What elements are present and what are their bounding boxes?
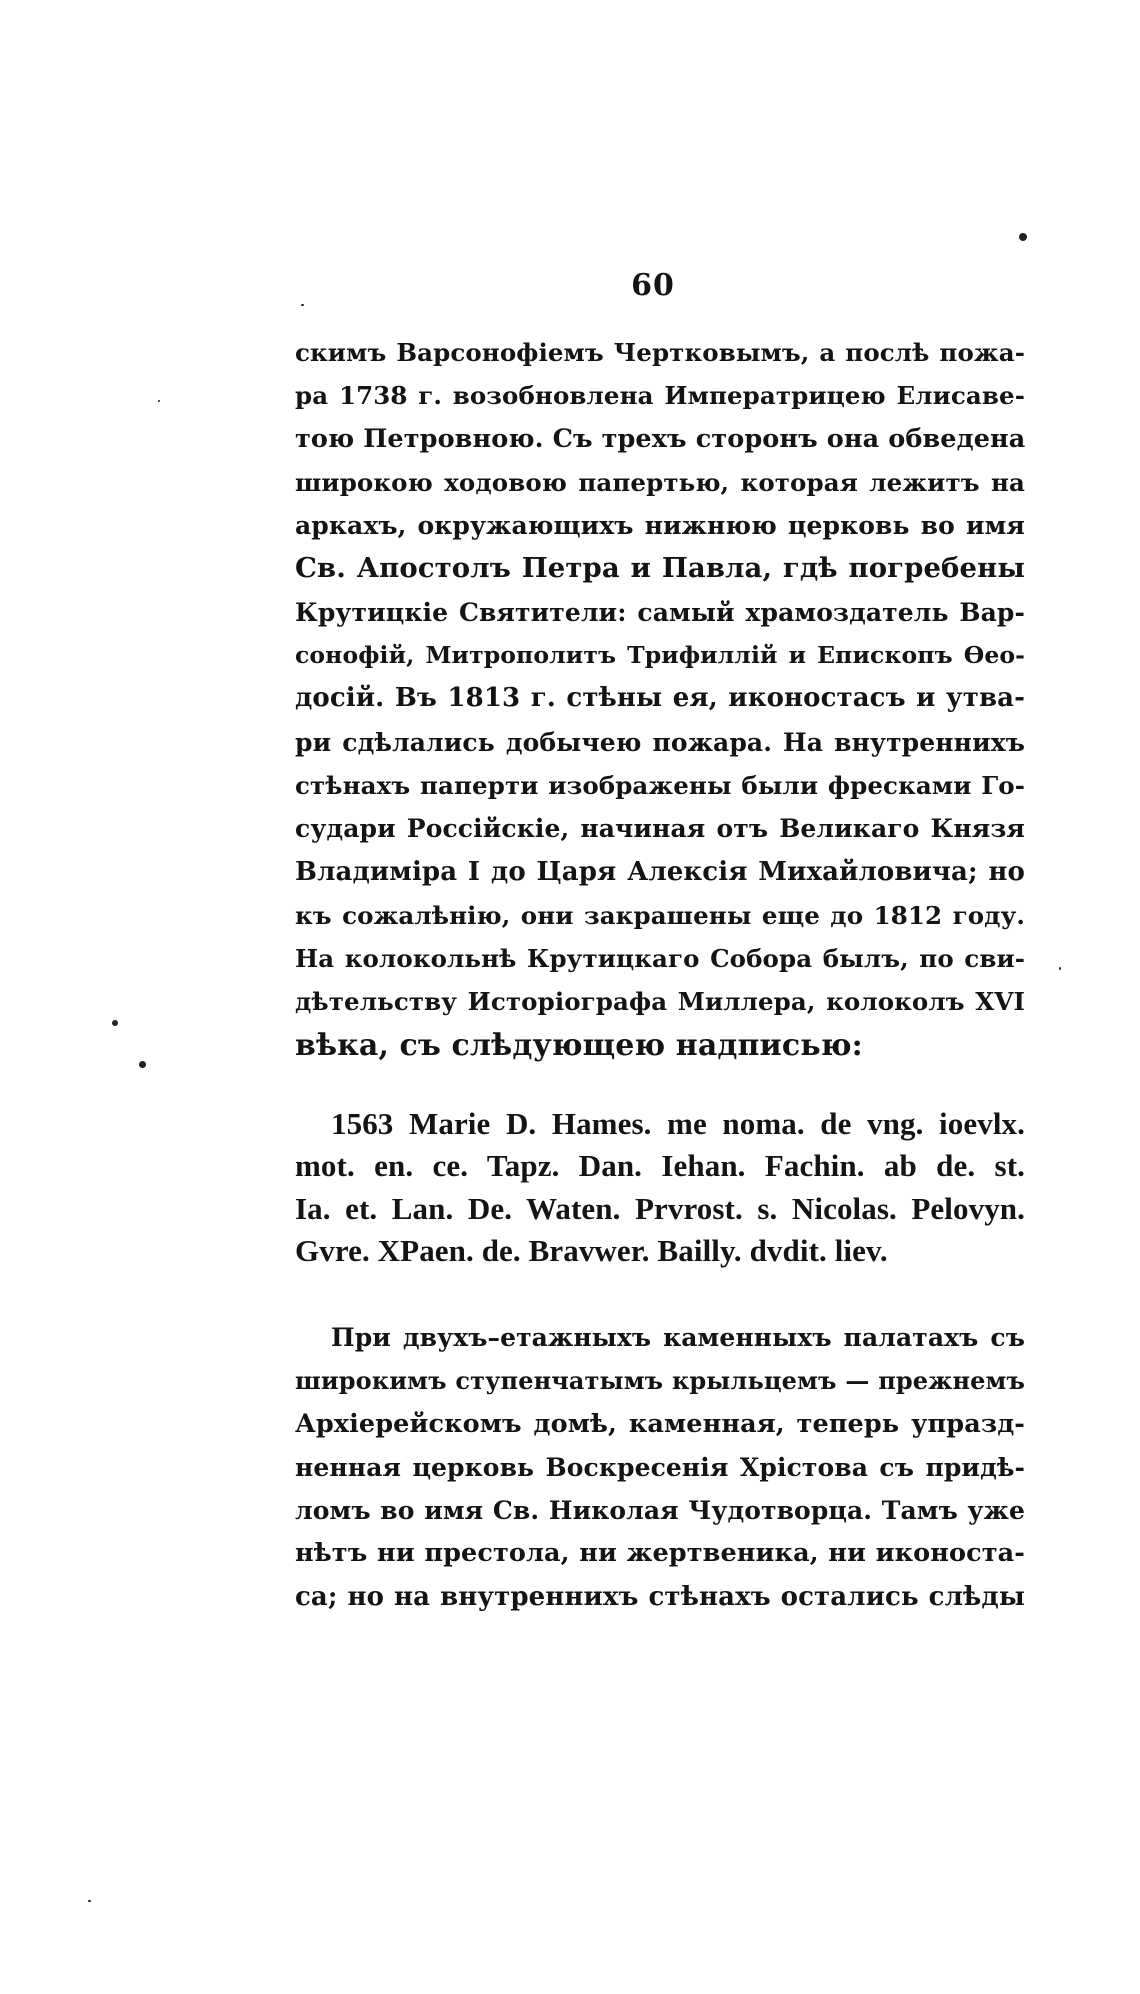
text-line: На колокольнѣ Крутицкаго Собора былъ, по сви-: [295, 944, 1025, 974]
scan-speck: [139, 1061, 146, 1068]
scan-speck: [158, 400, 160, 402]
inscription-line: Ia. et. Lan. De. Waten. Prvrost. s. Nicolas. Pelovyn.: [295, 1190, 1025, 1226]
inscription-line: mot. en. ce. Tapz. Dan. Iehan. Fachin. ab de. st.: [295, 1148, 1025, 1184]
page-number: 60: [631, 268, 675, 303]
text-line: судари Россійскіе, начиная отъ Великаго Князя: [295, 814, 1025, 844]
text-line: широкимъ ступенчатымъ крыльцемъ — прежнемъ: [295, 1366, 1025, 1396]
text-line: стѣнахъ паперти изображены были фресками Го-: [295, 770, 1025, 800]
text-line: дѣтельству Исторіографа Миллера, колоколъ XVI: [295, 987, 1025, 1017]
scan-speck: [112, 1020, 118, 1026]
text-line: При двухъ–етажныхъ каменныхъ палатахъ съ: [331, 1323, 1025, 1352]
text-line: ра 1738 г. возобновлена Императрицею Елисаве-: [295, 381, 1025, 411]
paragraph-bishops-house: [295, 1316, 1025, 1619]
text-line: сонофій, Митрополитъ Трифиллій и Епископъ Ѳео-: [295, 641, 1025, 670]
text-line: широкою ходовою папертью, которая лежитъ на: [295, 467, 1025, 497]
text-line: Св. Апостолъ Петра и Павла, гдѣ погребены: [295, 552, 1025, 585]
text-line: Владиміра I до Царя Алексія Михайловича; но: [295, 856, 1025, 887]
scan-speck: [88, 1900, 91, 1902]
text-line: скимъ Варсонофіемъ Чертковымъ, а послѣ пожа-: [295, 338, 1025, 367]
text-line: тою Петровною. Съ трехъ сторонъ она обведена: [295, 423, 1026, 454]
inscription-line: Gvre. XPaen. de. Bravwer. Bailly. dvdit. liev.: [295, 1232, 888, 1268]
inscription-line: 1563 Marie D. Hames. me noma. de vng. ioevlx.: [331, 1106, 1025, 1141]
text-line: къ сожалѣнію, они закрашены еще до 1812 году.: [295, 900, 1025, 930]
text-line: ненная церковь Воскресенія Хрістова съ придѣ-: [295, 1452, 1025, 1482]
text-line: досій. Въ 1813 г. стѣны ея, иконостасъ и утва-: [295, 683, 1025, 714]
text-line: ри сдѣлались добычею пожара. На внутреннихъ: [295, 727, 1025, 757]
text-line: ломъ во имя Св. Николая Чудотворца. Тамъ уже: [295, 1496, 1025, 1526]
text-line: аркахъ, окружающихъ нижнюю церковь во имя: [295, 511, 1025, 541]
text-line: вѣка, съ слѣдующею надписью:: [295, 1027, 863, 1063]
text-line: Крутицкіе Святители: самый храмоздатель Вар-: [295, 597, 1025, 627]
bell-inscription: [295, 1103, 1025, 1272]
text-line: са; но на внутреннихъ стѣнахъ остались слѣды: [295, 1581, 1025, 1612]
paragraph-monastery-history: [295, 331, 1025, 1067]
scan-speck: [1019, 233, 1027, 241]
scan-speck: [1059, 967, 1061, 970]
text-line: нѣтъ ни престола, ни жертвеника, ни иконоста-: [295, 1538, 1025, 1569]
text-line: Архіерейскомъ домѣ, каменная, теперь упразд-: [295, 1408, 1025, 1439]
scan-speck: [301, 304, 304, 306]
